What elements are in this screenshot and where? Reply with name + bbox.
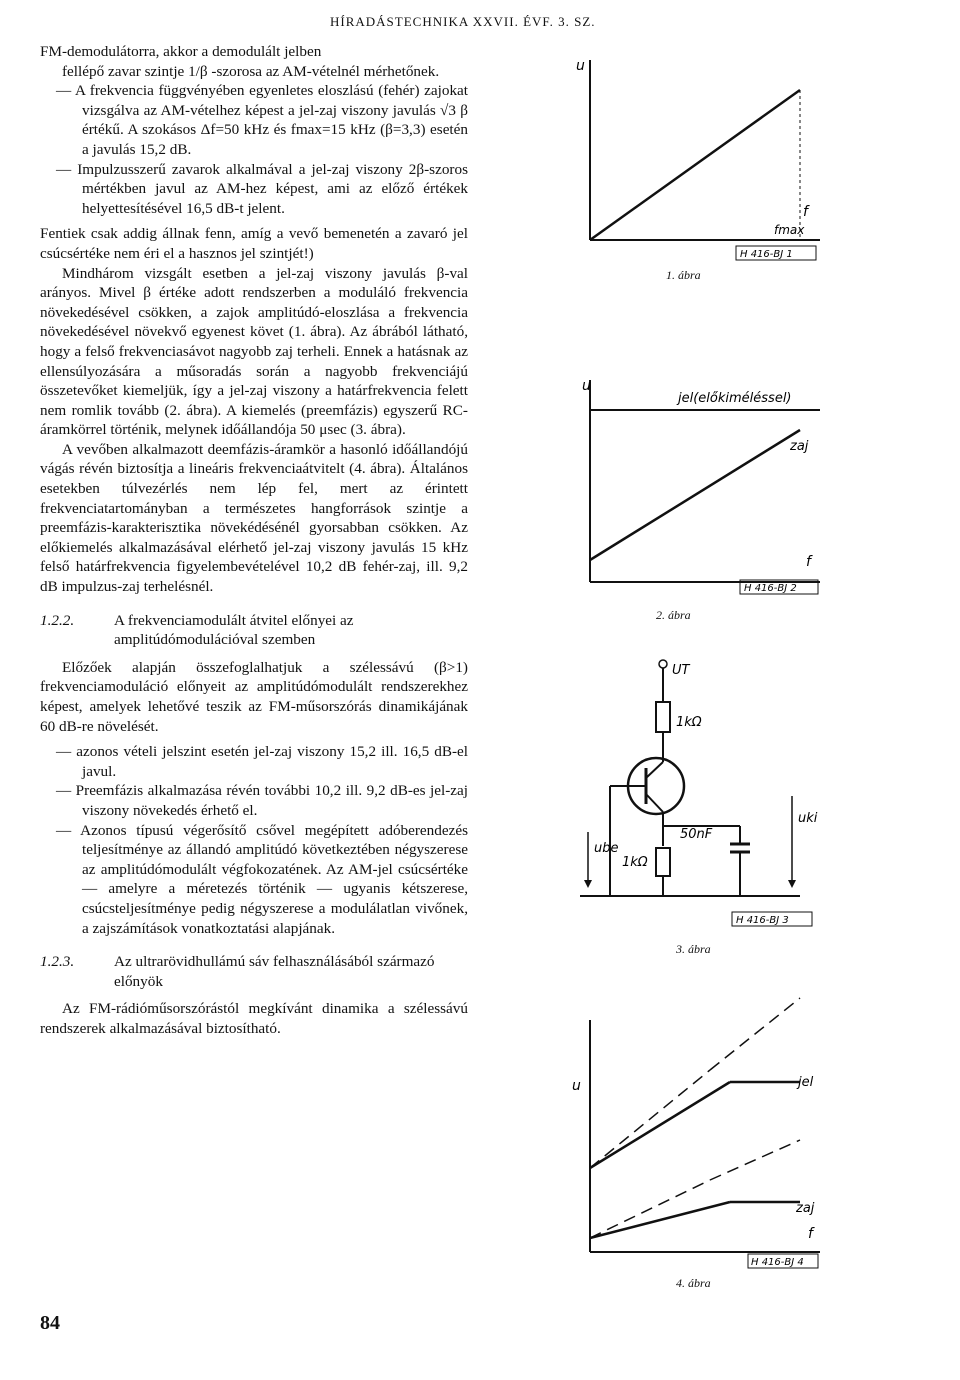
list-item: — Impulzusszerű zavarok alkalmával a jel-zaj viszony 2β-szoros mértékben javul az AM-hez képest, ami az előző értékek helyettesítésével 16,5 dB-t jelent. bbox=[56, 160, 468, 217]
noise-line bbox=[590, 430, 800, 560]
y-axis-label: u bbox=[576, 58, 585, 74]
figure-3-circuit bbox=[560, 656, 820, 941]
paragraph: A vevőben alkalmazott deemfázis-áramkör a hasonló időállandójú vágás révén biztosítja a lineáris frekvenciaátvitelt (4. ábra). Általános esetekben túlvezérlés nem lép fel, mert az érintett frekvenciatartományban a természetes hangforrások szintje a preemfázis-karakterisztika növekédésénél gyorsabban csökken. Az előkiemelés alkalmazásával elérhető jel-zaj viszony javulás 15 kHz felső határfrekvencia figyelembevételével 10,2 dB fehér-zaj, ill. 9,2 dB impulzus-zaj terhelésnél. bbox=[40, 440, 468, 596]
figure-caption: 3. ábra bbox=[676, 942, 711, 956]
signal-label: jel bbox=[798, 1075, 814, 1090]
list-item: — Azonos típusú végerősítő csővel megépített adóberendezés teljesítménye az állandó amplitúdó következtében négyszerese az amplitúdómodulált végfokozatének. Az AM-jel csúcsértéke — amelyre a méretezés történik — ugyanis kétszerese, csúcsteljesítménye pedig négyszerese a modulálatlan vivőnek, a zajszámítások vonatkoztatási alapjának. bbox=[56, 821, 468, 937]
x-axis-label: f bbox=[808, 1226, 813, 1242]
noise-label: zaj bbox=[796, 1201, 815, 1216]
supply-terminal bbox=[659, 660, 667, 668]
figure-2-plot bbox=[560, 370, 820, 600]
paragraph: Előzőek alapján összefoglalhatjuk a szélessávú (β>1) frekvenciamoduláció előnyeit az amplitúdómodulált rendszerekhez képest, amelyek lehetővé teszik az FM-műsorszórás dinamikájának 60 dB-re növelését. bbox=[40, 658, 468, 735]
section-heading bbox=[40, 952, 468, 991]
section-number: 1.2.2. bbox=[40, 611, 75, 629]
y-axis-label: u bbox=[572, 1078, 581, 1094]
noise-line bbox=[590, 90, 800, 240]
output-arrowhead bbox=[788, 880, 796, 888]
figure-2 bbox=[560, 370, 820, 630]
transistor-emitter bbox=[646, 794, 663, 812]
section-number: 1.2.3. bbox=[40, 953, 75, 971]
preemphasis-dashed-line bbox=[710, 998, 800, 1070]
output-label: uki bbox=[798, 811, 818, 826]
collector-resistor bbox=[656, 702, 670, 732]
page-number: 84 bbox=[40, 1312, 60, 1334]
emitter-resistor bbox=[656, 848, 670, 876]
noise-dashed-line bbox=[710, 1140, 800, 1180]
figure-caption: 2. ábra bbox=[656, 608, 691, 622]
signal-label: jel(előkiméléssel) bbox=[678, 391, 792, 406]
figure-3 bbox=[560, 656, 820, 966]
section-title: A frekvenciamodulált átvitel előnyei az amplitúdómodulációval szemben bbox=[114, 611, 354, 649]
section-title: Az ultrarövidhullámú sáv felhasználásából származó előnyök bbox=[114, 953, 435, 990]
figure-1 bbox=[560, 40, 820, 290]
text-column bbox=[40, 42, 468, 1039]
transistor-collector bbox=[646, 762, 663, 778]
input-label: ube bbox=[594, 841, 619, 856]
input-arrowhead bbox=[584, 880, 592, 888]
paragraph: fellépő zavar szintje 1/β -szorosa az AM-vételnél mérhetőnek. bbox=[62, 62, 440, 80]
preemphasis-dashed-line bbox=[590, 1070, 710, 1168]
paragraph: Fentiek csak addig állnak fenn, amíg a vevő bemenetén a zavaró jel csúcsértéke nem éri el a hasznos jel szintjét!) bbox=[40, 225, 468, 262]
figure-4-plot bbox=[560, 990, 820, 1275]
figure-caption: 4. ábra bbox=[676, 1276, 711, 1290]
figure-code: H 416-BJ 2 bbox=[744, 583, 797, 594]
figure-1-plot bbox=[560, 40, 820, 270]
noise-dashed-line bbox=[590, 1180, 710, 1238]
supply-label: UT bbox=[672, 663, 690, 678]
capacitor-label: 50nF bbox=[680, 827, 713, 842]
section-heading bbox=[40, 611, 468, 650]
paragraph: FM-demodulátorra, akkor a demodulált jelben bbox=[40, 43, 322, 60]
running-header: HÍRADÁSTECHNIKA XXVII. ÉVF. 3. SZ. bbox=[330, 14, 596, 29]
fmax-label: fmax bbox=[774, 223, 805, 237]
paragraph: Mindhárom vizsgált esetben a jel-zaj viszony javulás β-val arányos. Mivel β értéke adott rendszerben a moduláló frekvencia növekedésével csökken, a zajok amplitúdó-eloszlása a frekvencia növekedésével növekvő egyenest követ (1. ábra). Az ábrából látható, hogy a felső frekvenciasávot nagyobb zaj terheli. Ennek a hatásnak az ellensúlyozására a műsoradás során a nagyobb frekvenciájú összetevőket kiemeljük, így a jel-zaj viszony a határfrekvencia felett nem romlik tovább (2. ábra). A kiemelés (preemfázis) egyszerű RC-áramkörrel történik, melynek időállandója 50 μsec (3. ábra). bbox=[40, 264, 468, 439]
signal-line bbox=[590, 1082, 730, 1168]
emitter-resistor-label: 1kΩ bbox=[622, 855, 648, 870]
figure-code: H 416-BJ 3 bbox=[736, 915, 789, 926]
noise-line bbox=[590, 1202, 730, 1238]
list-item: — Preemfázis alkalmazása révén további 10,2 ill. 9,2 dB-es jel-zaj viszony növekedés érhető el. bbox=[56, 782, 468, 819]
figure-code: H 416-BJ 1 bbox=[740, 249, 793, 260]
x-axis-label: f bbox=[806, 554, 811, 570]
list-item: — azonos vételi jelszint esetén jel-zaj viszony 15,2 ill. 16,5 dB-el javul. bbox=[56, 743, 468, 780]
paragraph: Az FM-rádióműsorszórástól megkívánt dinamika a szélessávú rendszerek alkalmazásával biztosítható. bbox=[40, 1000, 468, 1037]
list-item: — A frekvencia függvényében egyenletes eloszlású (fehér) zajokat vizsgálva az AM-vételhez képest a jel-zaj viszony javulás √3 β értékű. A szokásos Δf=50 kHz és fmax=15 kHz (β=3,3) esetén a javulás 15,2 dB. bbox=[56, 82, 468, 158]
noise-label: zaj bbox=[790, 439, 809, 454]
y-axis-label: u bbox=[582, 378, 591, 394]
collector-resistor-label: 1kΩ bbox=[676, 715, 702, 730]
figure-code: H 416-BJ 4 bbox=[751, 1257, 804, 1268]
figure-caption: 1. ábra bbox=[666, 268, 701, 282]
x-axis-label: f bbox=[803, 204, 808, 220]
figure-4 bbox=[560, 990, 820, 1300]
